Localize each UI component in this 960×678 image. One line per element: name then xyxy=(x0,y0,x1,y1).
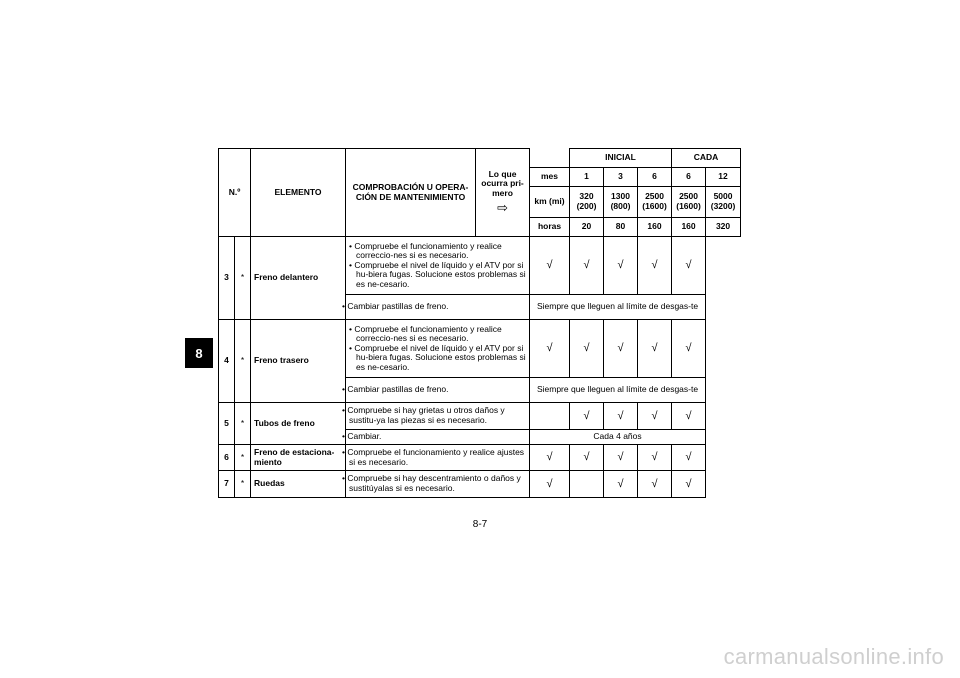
header-initial: INICIAL xyxy=(570,149,672,168)
interval-text: Siempre que lleguen al límite de desgas-te xyxy=(530,378,706,403)
row-element: Freno trasero xyxy=(251,320,346,403)
check-mark: √ xyxy=(638,403,672,430)
interval-text: Cada 4 años xyxy=(530,430,706,445)
check-item: • Cambiar pastillas de freno. xyxy=(346,378,530,403)
check-item: • Cambiar. xyxy=(346,430,530,445)
row-check-cell xyxy=(346,237,530,295)
check-mark: √ xyxy=(604,471,638,498)
row-check-cell xyxy=(346,320,530,378)
check-item: • Compruebe el funcionamiento y realice correccio-nes si es necesario. xyxy=(349,240,502,261)
check-mark: √ xyxy=(604,237,638,295)
check-mark: √ xyxy=(672,471,706,498)
horas-value: 80 xyxy=(604,218,638,237)
check-mark: √ xyxy=(638,320,672,378)
header-check: COMPROBACIÓN U OPERA-CIÓN DE MANTENIMIENTO xyxy=(346,149,476,237)
check-mark: √ xyxy=(604,320,638,378)
check-mark: √ xyxy=(530,320,570,378)
row-star: * xyxy=(235,403,251,445)
check-mark: √ xyxy=(672,237,706,295)
check-mark: √ xyxy=(570,320,604,378)
check-mark: √ xyxy=(570,403,604,430)
row-no: 5 xyxy=(219,403,235,445)
header-element: ELEMENTO xyxy=(251,149,346,237)
km-value: 2500 (1600) xyxy=(638,187,672,218)
mes-value: 12 xyxy=(706,168,741,187)
km-value: 1300 (800) xyxy=(604,187,638,218)
header-every: CADA xyxy=(672,149,741,168)
km-value: 320 (200) xyxy=(570,187,604,218)
check-mark: √ xyxy=(604,403,638,430)
check-mark: √ xyxy=(604,445,638,471)
row-no: 3 xyxy=(219,237,235,320)
maintenance-table xyxy=(218,148,741,498)
check-mark: √ xyxy=(570,237,604,295)
chapter-tab: 8 xyxy=(185,338,213,368)
check-item: • Compruebe si hay grietas u otros daños y sustitu-ya las piezas si es necesario. xyxy=(346,403,530,430)
check-mark: √ xyxy=(570,445,604,471)
watermark: carmanualsonline.info xyxy=(723,644,944,669)
km-value: 2500 (1600) xyxy=(672,187,706,218)
row-star: * xyxy=(235,471,251,498)
row-star: * xyxy=(235,320,251,403)
check-mark: √ xyxy=(530,445,570,471)
row-element: Ruedas xyxy=(251,471,346,498)
check-item: • Cambiar pastillas de freno. xyxy=(346,295,530,320)
whichever-first-label: Lo que ocurra pri-mero xyxy=(481,168,524,198)
mes-value: 6 xyxy=(672,168,706,187)
row-no: 6 xyxy=(219,445,235,471)
km-label: km (mi) xyxy=(530,187,570,218)
row-element: Freno de estaciona-miento xyxy=(251,445,346,471)
row-no: 4 xyxy=(219,320,235,403)
empty-cell xyxy=(530,403,570,430)
empty-cell xyxy=(570,471,604,498)
interval-text: Siempre que lleguen al límite de desgas-te xyxy=(530,295,706,320)
check-mark: √ xyxy=(672,403,706,430)
horas-value: 20 xyxy=(570,218,604,237)
check-mark: √ xyxy=(638,471,672,498)
horas-value: 320 xyxy=(706,218,741,237)
row-element: Freno delantero xyxy=(251,237,346,320)
mes-label: mes xyxy=(530,168,570,187)
horas-value: 160 xyxy=(672,218,706,237)
check-mark: √ xyxy=(638,445,672,471)
check-item: • Compruebe si hay descentramiento o daños y sustitúyalas si es necesario. xyxy=(346,471,530,498)
check-item: • Compruebe el funcionamiento y realice correccio-nes si es necesario. xyxy=(349,323,502,344)
row-no: 7 xyxy=(219,471,235,498)
header-no: N.º xyxy=(219,149,251,237)
km-value: 5000 (3200) xyxy=(706,187,741,218)
horas-label: horas xyxy=(530,218,570,237)
check-item: • Compruebe el nivel de líquido y el ATV por si hu-biera fugas. Solucione estos problemas si es ne-cesario. xyxy=(349,342,526,372)
header-blank xyxy=(530,149,570,168)
check-mark: √ xyxy=(672,445,706,471)
check-item: • Compruebe el funcionamiento y realice ajustes si es necesario. xyxy=(346,445,530,471)
row-element: Tubos de freno xyxy=(251,403,346,445)
header-whichever-first xyxy=(476,149,530,237)
check-mark: √ xyxy=(638,237,672,295)
check-mark: √ xyxy=(530,237,570,295)
horas-value: 160 xyxy=(638,218,672,237)
arrow-right-icon: ⇨ xyxy=(497,199,508,215)
row-star: * xyxy=(235,445,251,471)
mes-value: 1 xyxy=(570,168,604,187)
page-number: 8-7 xyxy=(472,519,488,530)
mes-value: 3 xyxy=(604,168,638,187)
row-star: * xyxy=(235,237,251,320)
mes-value: 6 xyxy=(638,168,672,187)
check-mark: √ xyxy=(530,471,570,498)
check-mark: √ xyxy=(672,320,706,378)
check-item: • Compruebe el nivel de líquido y el ATV por si hu-biera fugas. Solucione estos problemas si es ne-cesario. xyxy=(349,259,526,289)
